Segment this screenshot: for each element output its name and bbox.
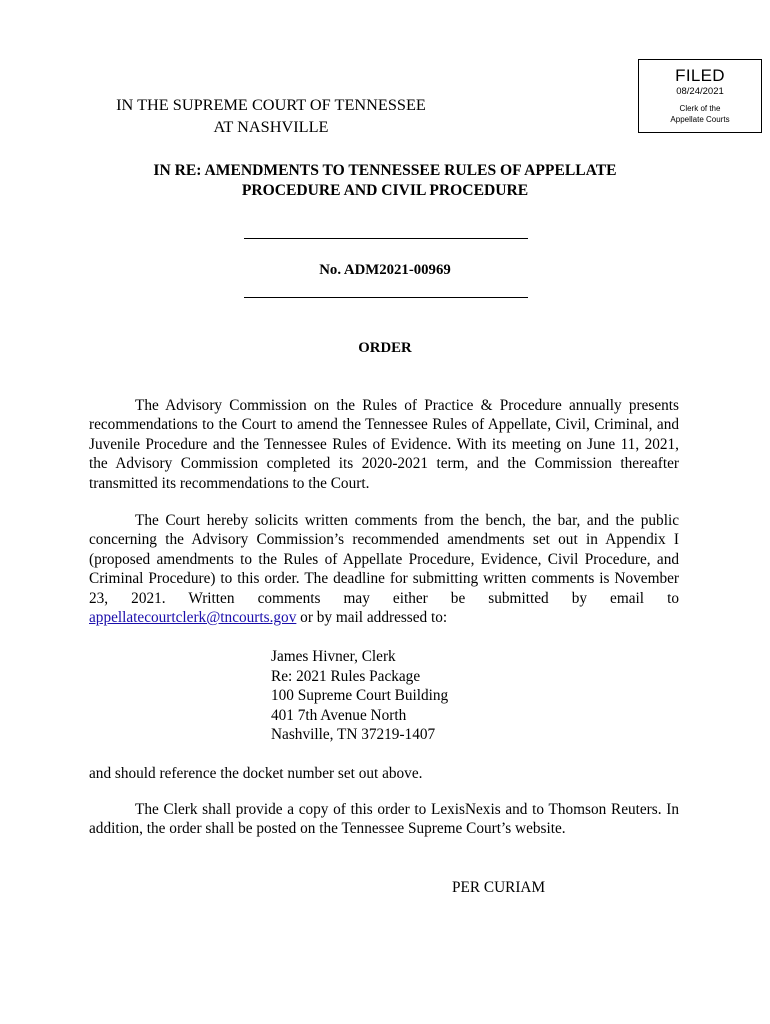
- court-name: IN THE SUPREME COURT OF TENNESSEE: [116, 95, 426, 114]
- divider-top: [244, 238, 528, 239]
- address-line-3: 100 Supreme Court Building: [271, 687, 449, 705]
- paragraph-2: [89, 511, 679, 627]
- filed-stamp: [638, 59, 762, 133]
- paragraph-1: [89, 396, 679, 493]
- paragraph-2-after-link: or by mail addressed to:: [296, 609, 448, 627]
- filed-stamp-date: 08/24/2021: [676, 86, 724, 97]
- paragraph-3: [89, 800, 679, 839]
- filed-stamp-clerk: [639, 103, 761, 125]
- address-line-5: Nashville, TN 37219-1407: [271, 726, 436, 744]
- paragraph-2-text: [89, 511, 679, 627]
- filed-stamp-clerk-line2: Appellate Courts: [670, 115, 730, 124]
- court-location: AT NASHVILLE: [213, 117, 329, 136]
- mailing-address: [271, 647, 448, 745]
- paragraph-3-text: The Clerk shall provide a copy of this order to LexisNexis and to Thomson Reuters. In addition, the order shall be posted on the Tennessee Supreme Court’s website.: [89, 801, 679, 838]
- address-line-4: 401 7th Avenue North: [271, 706, 407, 724]
- case-title-line2: PROCEDURE AND CIVIL PROCEDURE: [241, 182, 529, 199]
- docket-number: No. ADM2021-00969: [319, 262, 451, 278]
- address-line-1: James Hivner, Clerk: [271, 648, 396, 665]
- divider-bottom: [244, 297, 528, 298]
- filed-stamp-title: FILED: [675, 66, 725, 85]
- signature-per-curiam: PER CURIAM: [452, 879, 546, 896]
- reference-instruction: and should reference the docket number set out above.: [89, 765, 423, 782]
- paragraph-1-text: The Advisory Commission on the Rules of Practice & Procedure annually presents recommendations to the Court to amend the Tennessee Rules of Appellate, Civil, Criminal, and Juvenile Procedure and the Tennessee Rules of Evidence. With its meeting on June 11, 2021, the Advisory Commission completed its 2020-2021 term, and the Commission thereafter transmitted its recommendations to the Court.: [89, 397, 679, 492]
- address-line-2: Re: 2021 Rules Package: [271, 667, 421, 685]
- order-heading: ORDER: [358, 340, 412, 356]
- clerk-email-link[interactable]: appellatecourtclerk@tncourts.gov: [89, 609, 297, 627]
- case-title-line1: IN RE: AMENDMENTS TO TENNESSEE RULES OF APPELLATE: [153, 162, 617, 179]
- paragraph-2-before-link: The Court hereby solicits written comments from the bench, the bar, and the public concerning the Advisory Commission’s recommended amendments set out in Appendix I (proposed amendments to the Rules of Appellate Procedure, Evidence, Civil Procedure, and Criminal Procedure) to this order. The deadline for submitting written comments is November 23, 2021. Written comments may either be submitted by email to: [89, 512, 679, 607]
- filed-stamp-clerk-line1: Clerk of the: [679, 104, 721, 113]
